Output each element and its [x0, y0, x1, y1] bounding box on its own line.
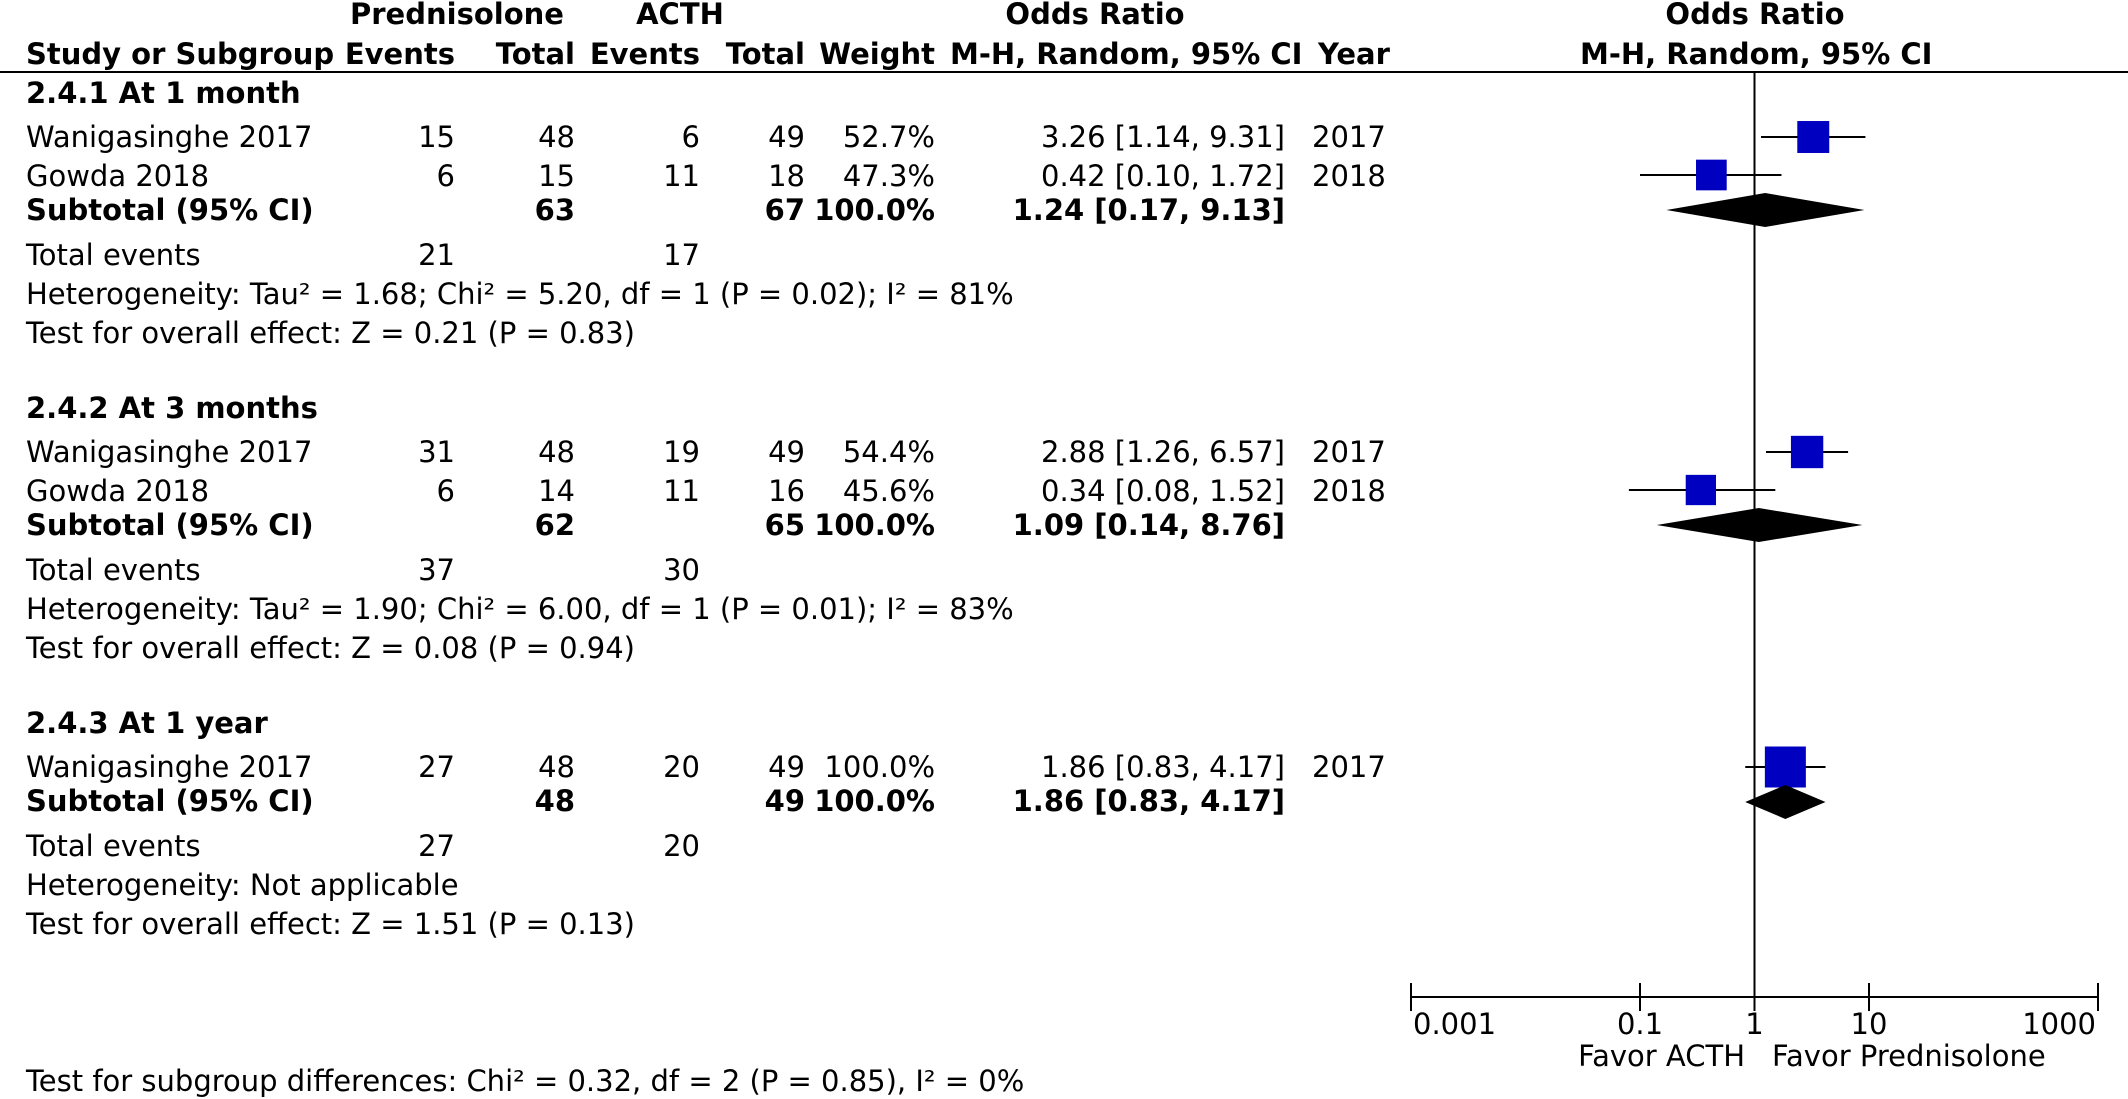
subgroup-title: 2.4.2 At 3 months	[26, 391, 318, 425]
study-weight: 52.7%	[842, 120, 935, 154]
study-total1: 14	[538, 474, 575, 508]
subtotal-label: Subtotal (95% CI)	[26, 193, 314, 227]
study-year: 2018	[1312, 159, 1386, 193]
heterogeneity-text: Heterogeneity: Not applicable	[26, 868, 459, 902]
study-total2: 16	[768, 474, 805, 508]
study-ci: 1.86 [0.83, 4.17]	[1041, 750, 1285, 784]
subtotal-total1: 63	[534, 193, 575, 227]
subtotal-ci: 1.24 [0.17, 9.13]	[1012, 193, 1285, 227]
total-events-label: Total events	[26, 553, 201, 587]
study-name: Gowda 2018	[26, 474, 210, 508]
study-events1: 6	[436, 474, 455, 508]
subtotal-ci: 1.09 [0.14, 8.76]	[1012, 508, 1285, 542]
study-year: 2017	[1312, 435, 1386, 469]
total-events2: 17	[663, 238, 700, 272]
total-events1: 27	[418, 829, 455, 863]
or-column-header: Odds Ratio	[1005, 0, 1185, 31]
study-marker	[1791, 436, 1823, 468]
study-total2: 18	[768, 159, 805, 193]
subtotal-weight: 100.0%	[814, 784, 935, 818]
study-weight: 47.3%	[842, 159, 935, 193]
x-tick-label: 1000	[2022, 1007, 2096, 1041]
method-plot-header: M-H, Random, 95% CI	[1580, 37, 1933, 71]
subtotal-weight: 100.0%	[814, 508, 935, 542]
subgroup-differences-text: Test for subgroup differences: Chi² = 0.32, df = 2 (P = 0.85), I² = 0%	[26, 1064, 1025, 1098]
study-events2: 6	[681, 120, 700, 154]
study-weight: 54.4%	[842, 435, 935, 469]
overall-effect-text: Test for overall effect: Z = 0.21 (P = 0.83)	[26, 316, 635, 350]
subtotal-diamond	[1745, 785, 1825, 819]
total-events1: 37	[418, 553, 455, 587]
group1-header: Prednisolone	[350, 0, 564, 31]
weight-header: Weight	[819, 37, 935, 71]
study-ci: 0.42 [0.10, 1.72]	[1041, 159, 1285, 193]
study-total1: 48	[538, 750, 575, 784]
x-tick-label: 0.001	[1413, 1007, 1497, 1041]
study-marker	[1696, 160, 1727, 191]
study-total2: 49	[768, 750, 805, 784]
study-events2: 11	[663, 159, 700, 193]
study-events1: 27	[418, 750, 455, 784]
study-weight: 45.6%	[842, 474, 935, 508]
study-marker	[1797, 121, 1829, 153]
study-total1: 48	[538, 435, 575, 469]
subtotal-total2: 67	[764, 193, 805, 227]
x-tick-label: 1	[1745, 1007, 1764, 1041]
total-events2: 20	[663, 829, 700, 863]
study-total1: 48	[538, 120, 575, 154]
study-events2: 20	[663, 750, 700, 784]
study-ci: 2.88 [1.26, 6.57]	[1041, 435, 1285, 469]
study-events1: 31	[418, 435, 455, 469]
subtotal-total1: 48	[534, 784, 575, 818]
subtotal-total2: 65	[764, 508, 805, 542]
study-name: Wanigasinghe 2017	[26, 435, 313, 469]
events2-header: Events	[589, 37, 700, 71]
overall-effect-text: Test for overall effect: Z = 1.51 (P = 0.13)	[26, 907, 635, 941]
subtotal-ci: 1.86 [0.83, 4.17]	[1012, 784, 1285, 818]
total-events2: 30	[663, 553, 700, 587]
study-year: 2017	[1312, 120, 1386, 154]
study-marker	[1765, 747, 1806, 788]
study-total2: 49	[768, 435, 805, 469]
method-header: M-H, Random, 95% CI	[950, 37, 1303, 71]
total2-header: Total	[725, 37, 805, 71]
heterogeneity-text: Heterogeneity: Tau² = 1.90; Chi² = 6.00, df = 1 (P = 0.01); I² = 83%	[26, 592, 1014, 626]
subtotal-diamond	[1666, 193, 1864, 227]
subgroup-title: 2.4.3 At 1 year	[26, 706, 268, 740]
year-header: Year	[1318, 37, 1390, 71]
study-events1: 6	[436, 159, 455, 193]
total-events-label: Total events	[26, 238, 201, 272]
study-year: 2018	[1312, 474, 1386, 508]
study-year: 2017	[1312, 750, 1386, 784]
study-total2: 49	[768, 120, 805, 154]
subtotal-total1: 62	[534, 508, 575, 542]
x-tick-label: 10	[1850, 1007, 1888, 1041]
study-events2: 11	[663, 474, 700, 508]
study-name: Gowda 2018	[26, 159, 210, 193]
overall-effect-text: Test for overall effect: Z = 0.08 (P = 0.94)	[26, 631, 635, 665]
study-weight: 100.0%	[824, 750, 935, 784]
favor-left-label: Favor ACTH	[1578, 1039, 1745, 1073]
study-events2: 19	[663, 435, 700, 469]
subgroup-title: 2.4.1 At 1 month	[26, 76, 301, 110]
study-name: Wanigasinghe 2017	[26, 750, 313, 784]
study-marker	[1686, 475, 1716, 505]
events1-header: Events	[344, 37, 455, 71]
total-events-label: Total events	[26, 829, 201, 863]
study-ci: 3.26 [1.14, 9.31]	[1041, 120, 1285, 154]
x-tick-label: 0.1	[1616, 1007, 1664, 1041]
study-ci: 0.34 [0.08, 1.52]	[1041, 474, 1285, 508]
total1-header: Total	[495, 37, 575, 71]
or-plot-header: Odds Ratio	[1665, 0, 1845, 31]
study-events1: 15	[418, 120, 455, 154]
subtotal-weight: 100.0%	[814, 193, 935, 227]
study-total1: 15	[538, 159, 575, 193]
favor-right-label: Favor Prednisolone	[1772, 1039, 2046, 1073]
subtotal-total2: 49	[764, 784, 805, 818]
subtotal-diamond	[1657, 508, 1863, 542]
total-events1: 21	[418, 238, 455, 272]
study-column-header: Study or Subgroup	[26, 37, 335, 71]
heterogeneity-text: Heterogeneity: Tau² = 1.68; Chi² = 5.20, df = 1 (P = 0.02); I² = 81%	[26, 277, 1014, 311]
subtotal-label: Subtotal (95% CI)	[26, 508, 314, 542]
group2-header: ACTH	[636, 0, 724, 31]
study-name: Wanigasinghe 2017	[26, 120, 313, 154]
subtotal-label: Subtotal (95% CI)	[26, 784, 314, 818]
